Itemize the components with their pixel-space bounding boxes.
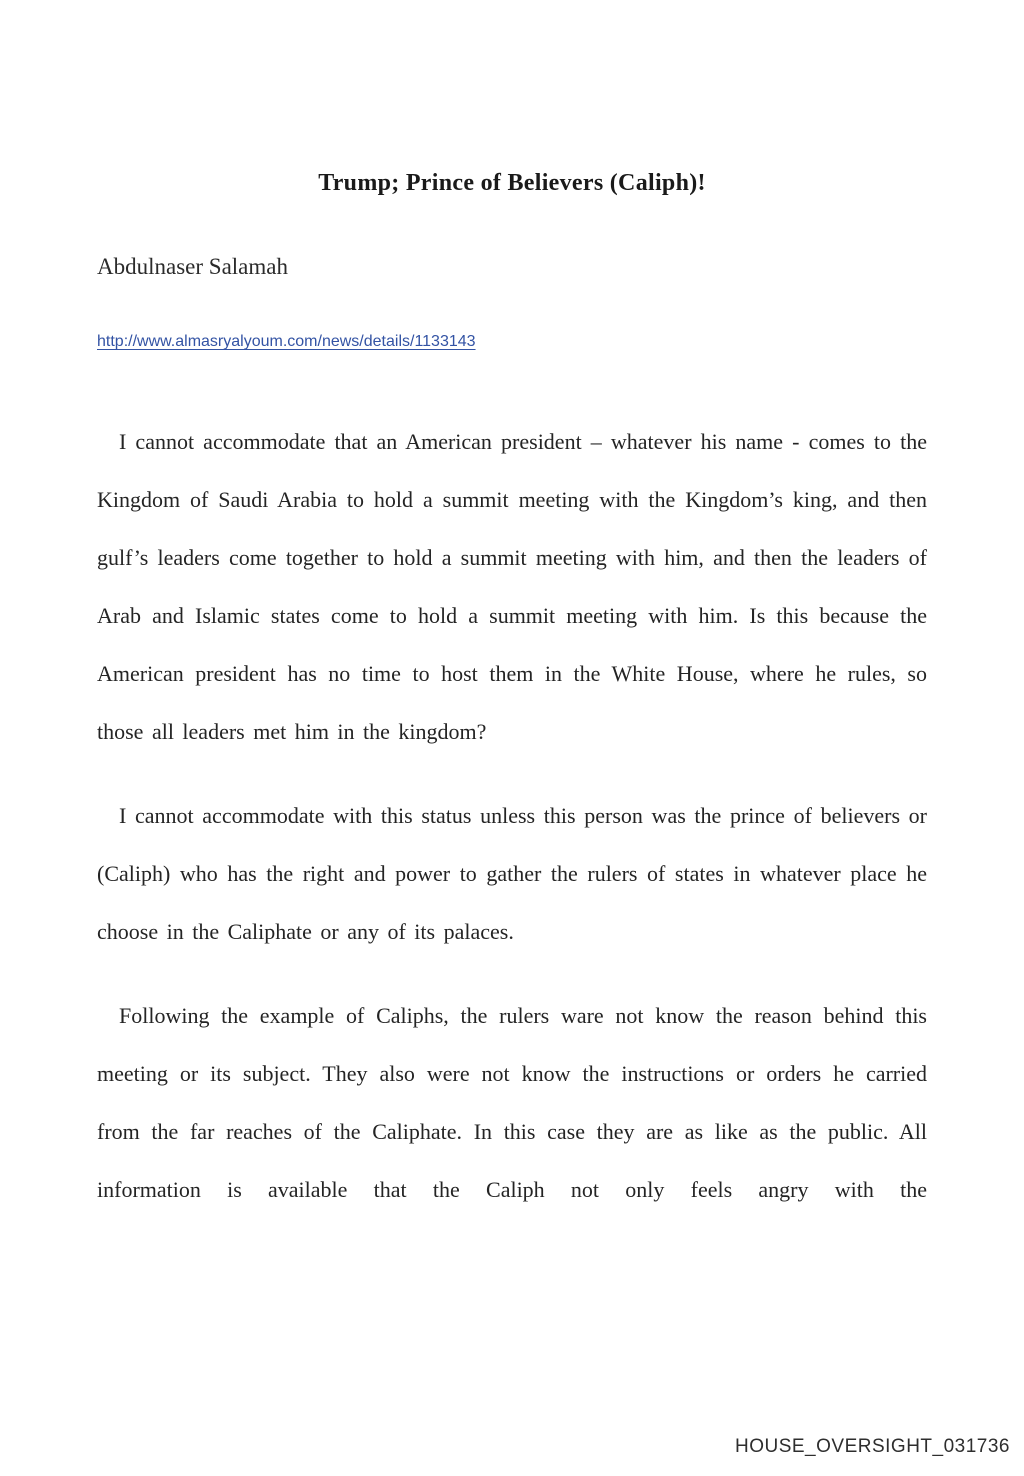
paragraph-2: I cannot accommodate with this status unless this person was the prince of believers or (Caliph) who has the right and power to gather the rulers of states in whatever place he choose in the Caliphate or any of its palaces. xyxy=(97,803,927,944)
document-title: Trump; Prince of Believers (Caliph)! xyxy=(318,170,706,196)
paragraph-1: I cannot accommodate that an American president – whatever his name - comes to the Kingdom of Saudi Arabia to hold a summit meeting with the Kingdom’s king, and then gulf’s leaders come together to hold a summit meeting with him, and then the leaders of Arab and Islamic states come to hold a summit meeting with him. Is this because the American president has no time to host them in the White House, where he rules, so those all leaders met him in the kingdom? xyxy=(97,429,927,744)
paragraph-3: Following the example of Caliphs, the rulers ware not know the reason behind this meeting or its subject. They also were not know the instructions or orders he carried from the far reaches of the Caliphate. In this case they are as like as the public. All information is available that the Caliph not only feels angry with the xyxy=(97,1003,927,1202)
source-url-link[interactable]: http://www.almasryalyoum.com/news/details/1133143 xyxy=(97,333,476,350)
bates-number: HOUSE_OVERSIGHT_031736 xyxy=(734,1436,1010,1457)
document-content xyxy=(0,170,1024,1219)
author-name: Abdulnaser Salamah xyxy=(97,254,288,279)
